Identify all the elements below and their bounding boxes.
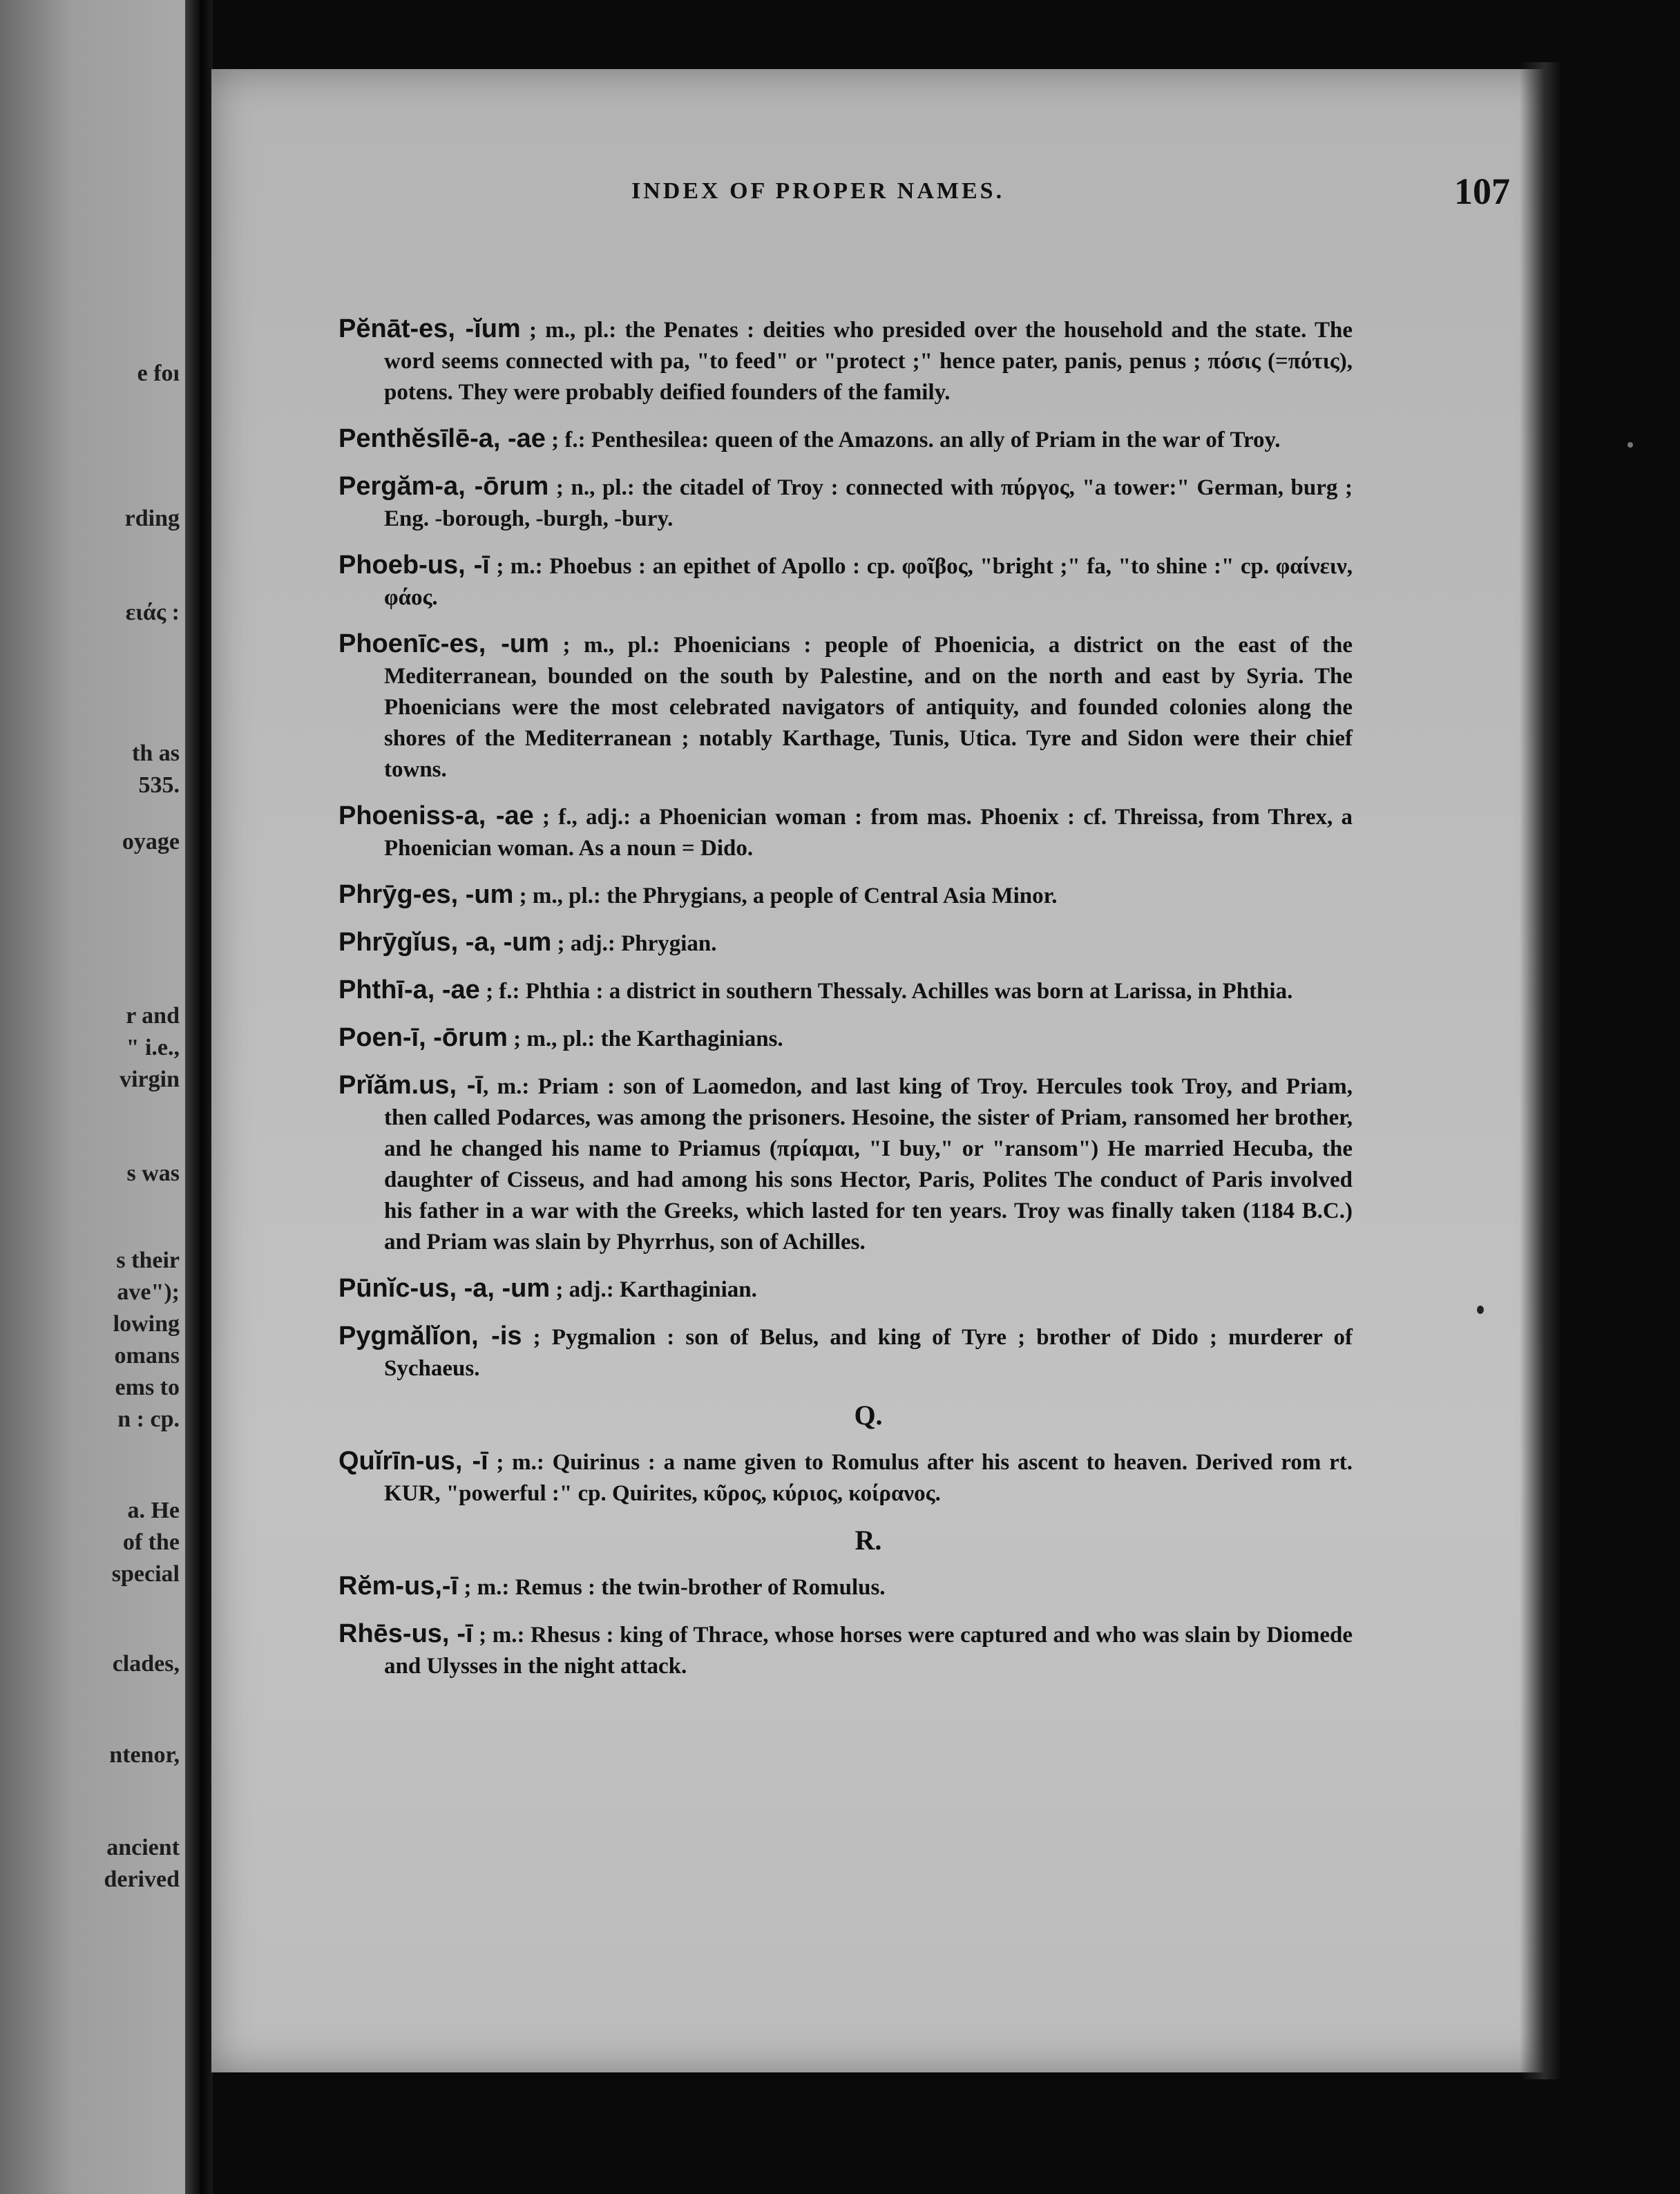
left-fragment: ems to [115, 1375, 180, 1400]
index-entry [338, 975, 1353, 1007]
entry-definition: ; m.: Remus : the twin-brother of Romulus. [458, 1575, 886, 1600]
running-header [409, 171, 1510, 216]
section-letter-r: R. [855, 1525, 882, 1556]
headword: Phrȳgĭus, -a, -um [338, 928, 552, 957]
left-fragment: ave"); [117, 1279, 180, 1305]
index-entry [338, 1619, 1353, 1682]
left-fragment: lowing [113, 1311, 180, 1337]
headword: Pergăm-a, -ōrum [338, 472, 549, 501]
left-fragment: n : cp. [117, 1406, 180, 1432]
index-entry [338, 1273, 1353, 1306]
left-fragment: r and [126, 1003, 180, 1029]
page-number: 107 [1454, 171, 1510, 212]
entry-definition: ; m., pl.: the Phrygians, a people of Central Asia Minor. [513, 884, 1058, 908]
left-fragment: ancient [106, 1835, 180, 1860]
ink-speck [1477, 1306, 1484, 1314]
left-page-fragment [0, 0, 185, 2194]
left-fragment: clades, [112, 1651, 180, 1677]
index-entry [338, 1070, 1353, 1258]
left-fragment: special [111, 1561, 180, 1587]
index-entry [338, 423, 1353, 456]
index-entries [338, 314, 1353, 1697]
left-fragment: ntenor, [109, 1742, 180, 1768]
book-gutter [185, 0, 213, 2194]
headword: Poen-ī, -ōrum [338, 1023, 508, 1052]
left-fragment: s was [126, 1161, 180, 1186]
headword: Phoeb-us, -ī [338, 551, 490, 580]
headword: Rĕm-us,-ī [338, 1572, 459, 1601]
entry-definition: ; adj.: Karthaginian. [550, 1277, 757, 1302]
index-entry [338, 1571, 1353, 1603]
headword: Rhēs-us, -ī [338, 1619, 473, 1648]
running-title: INDEX OF PROPER NAMES. [631, 178, 1005, 204]
index-entry [338, 1446, 1353, 1509]
headword: Phoeniss-a, -ae [338, 801, 534, 830]
left-fragment: a. He [127, 1498, 180, 1523]
left-fragment: s their [116, 1248, 180, 1273]
index-entry [338, 927, 1353, 960]
entry-definition: ; adj.: Phrygian. [551, 931, 717, 956]
index-entry [338, 314, 1353, 408]
entry-definition: ; m., pl.: the Karthaginians. [507, 1027, 783, 1051]
index-entry [338, 1321, 1353, 1384]
headword: Penthĕsīlē-a, -ae [338, 424, 546, 453]
left-fragment: virgin [120, 1067, 180, 1092]
index-entry [338, 879, 1353, 912]
index-entry [338, 471, 1353, 535]
headword: Quĭrīn-us, -ī [338, 1447, 488, 1476]
entry-definition: ; m.: Phoebus : an epithet of Apollo : cp. φοῖβος, "bright ;" fa, "to shine :" cp. φαίνειν, φάος. [384, 554, 1353, 610]
left-fragment: of the [122, 1529, 180, 1555]
headword: Pygmălĭon, -is [338, 1322, 522, 1351]
left-fragment: e foı [137, 361, 180, 386]
headword: Pĕnāt-es, -ĭum [338, 314, 521, 343]
left-fragment: derived [104, 1867, 180, 1892]
left-fragment: " i.e., [126, 1035, 180, 1060]
entry-definition: ; Pygmalion : son of Belus, and king of Tyre ; brother of Dido ; murderer of Sychaeus. [384, 1325, 1353, 1381]
entry-definition: , m.: Priam : son of Laomedon, and last king of Troy. Hercules took Troy, and Priam, then called Podarces, was among the prisoners. Hesoine, the sister of Priam, ransomed her brother, and he changed his name to Priamus (πρίαμαι, "I buy," or "ransom") He married Hecuba, the daughter of Cisseus, and had among his sons Hector, Paris, Polites The conduct of Paris involved his father in a war with the Greeks, which lasted for ten years. Troy was finally taken (1184 B.C.) and Priam was slain by Phyrrhus, son of Achilles. [384, 1074, 1353, 1255]
left-fragment: th as [132, 741, 180, 766]
index-entry [338, 550, 1353, 613]
left-fragment: oyage [122, 829, 180, 855]
headword: Pūnĭc-us, -a, -um [338, 1274, 551, 1303]
entry-definition: ; m., pl.: Phoenicians : people of Phoenicia, a district on the east of the Mediterranean, bounded on the south by Palestine, and on the north and east by Syria. The Phoenicians were the most celebrated navigators of antiquity, and founded colonies along the shores of the Mediterranean ; notably Karthage, Tunis, Utica. Tyre and Sidon were their chief towns. [384, 633, 1353, 782]
section-letter-q: Q. [854, 1400, 883, 1431]
headword: Phrȳg-es, -um [338, 880, 514, 909]
index-entry [338, 629, 1353, 785]
page-edge-shadow [1520, 62, 1561, 2079]
left-fragment: omans [114, 1343, 180, 1368]
headword: Prĭăm.us, -ī [338, 1071, 483, 1100]
entry-definition: ; f.: Phthia : a district in southern Thessaly. Achilles was born at Larissa, in Phthia. [479, 979, 1293, 1004]
entry-definition: ; m.: Rhesus : king of Thrace, whose horses were captured and who was slain by Diomede and Ulysses in the night attack. [384, 1623, 1353, 1679]
entry-definition: ; f., adj.: a Phoenician woman : from mas. Phoenix : cf. Threissa, from Threx, a Phoenician woman. As a noun = Dido. [384, 805, 1353, 861]
left-fragment: 535. [138, 772, 180, 798]
entry-definition: ; m.: Quirinus : a name given to Romulus after his ascent to heaven. Derived rom rt. KUR, "powerful :" cp. Quirites, κῦρος, κύριος, κοίρανος. [384, 1450, 1353, 1506]
entry-definition: ; f.: Penthesilea: queen of the Amazons. an ally of Priam in the war of Troy. [545, 428, 1281, 452]
ink-speck [1628, 442, 1633, 448]
entry-definition: ; n., pl.: the citadel of Troy : connected with πύργος, "a tower:" German, burg ; Eng. -borough, -burgh, -bury. [384, 475, 1353, 531]
headword: Phthī-a, -ae [338, 975, 480, 1004]
left-fragment: ειάς : [125, 600, 180, 625]
index-entry [338, 801, 1353, 864]
entry-definition: ; m., pl.: the Penates : deities who presided over the household and the state. The word seems connected with pa, "to feed" or "protect ;" hence pater, panis, penus ; πόσις (=πότις), potens. They were probably deified founders of the family. [384, 318, 1353, 405]
left-fragment: rding [124, 506, 180, 531]
headword: Phoenīc-es, -um [338, 629, 549, 658]
index-entry [338, 1022, 1353, 1055]
